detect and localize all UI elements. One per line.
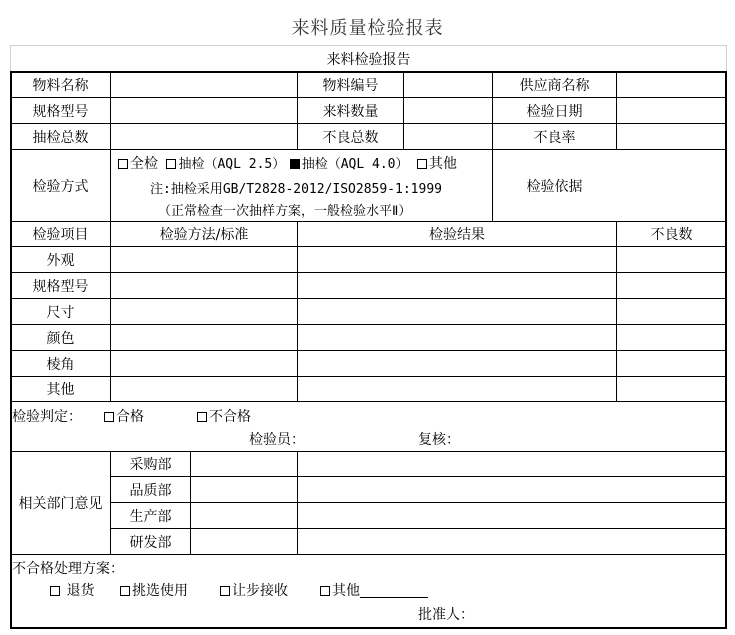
checkbox-icon xyxy=(320,586,330,596)
page-title: 来料质量检验报表 xyxy=(291,18,444,39)
dept-production: 生产部 xyxy=(129,508,172,525)
dept-quality: 品质部 xyxy=(129,482,172,499)
dept-rnd: 研发部 xyxy=(129,534,172,551)
item-other: 其他 xyxy=(46,382,75,398)
item-dimension: 尺寸 xyxy=(46,304,75,321)
checkbox-icon xyxy=(197,412,207,422)
item-color: 颜色 xyxy=(46,330,75,347)
incoming-qty-label: 来料数量 xyxy=(322,103,379,120)
items-header-result: 检验结果 xyxy=(429,227,485,243)
inspection-date-field[interactable] xyxy=(617,98,726,123)
material-name-field[interactable] xyxy=(111,72,297,97)
inspector-label: 检验员： xyxy=(249,432,305,448)
material-code-label: 物料编号 xyxy=(322,77,379,94)
judgement-pass[interactable]: 合格 xyxy=(104,406,144,426)
material-code-field[interactable] xyxy=(404,72,492,97)
checkbox-checked-icon xyxy=(290,159,300,169)
method-option-aql25[interactable]: 抽检（AQL 2.5） xyxy=(166,156,285,172)
checkbox-icon xyxy=(417,159,427,169)
disposal-concession[interactable]: 让步接收 xyxy=(220,580,288,600)
departments-label: 相关部门意见 xyxy=(18,496,103,512)
disposal-return[interactable]: 退货 xyxy=(50,580,94,600)
disposal-select-use[interactable]: 挑选使用 xyxy=(120,580,188,600)
supplier-name-label: 供应商名称 xyxy=(519,77,590,94)
inspection-basis-field[interactable] xyxy=(617,150,726,221)
checkbox-icon xyxy=(166,159,176,169)
sample-total-field[interactable] xyxy=(111,124,297,149)
checkbox-icon xyxy=(220,586,230,596)
approver-label: 批准人： xyxy=(418,607,474,623)
sample-total-label: 抽检总数 xyxy=(32,129,89,146)
disposal-other[interactable]: 其他 xyxy=(320,580,428,600)
method-options xyxy=(118,153,457,173)
item-edges: 棱角 xyxy=(46,356,75,373)
checkbox-icon xyxy=(118,159,128,169)
defect-rate-field[interactable] xyxy=(617,124,726,149)
checkbox-icon xyxy=(120,586,130,596)
items-header-defects: 不良数 xyxy=(650,227,693,243)
judgement-label: 检验判定： xyxy=(12,409,82,425)
spec-model-label: 规格型号 xyxy=(32,103,89,120)
reviewer-label: 复核： xyxy=(418,432,460,448)
item-appearance: 外观 xyxy=(46,252,75,269)
spec-model-field[interactable] xyxy=(111,98,297,123)
defect-total-field[interactable] xyxy=(404,124,492,149)
checkbox-icon xyxy=(104,412,114,422)
disposal-label: 不合格处理方案： xyxy=(12,561,124,577)
other-blank-line[interactable] xyxy=(360,583,428,598)
inspection-method-label: 检验方式 xyxy=(32,178,89,195)
item-spec-model: 规格型号 xyxy=(32,278,89,295)
method-option-other[interactable]: 其他 xyxy=(417,156,457,172)
defect-rate-label: 不良率 xyxy=(533,129,576,146)
grid-line xyxy=(10,45,727,46)
items-header-item: 检验项目 xyxy=(32,227,89,243)
judgement-fail[interactable]: 不合格 xyxy=(197,406,251,426)
inspection-basis-label: 检验依据 xyxy=(526,178,583,195)
method-note-standard: 注:抽检采用GB/T2828-2012/ISO2859-1:1999 xyxy=(150,182,442,197)
method-option-aql40[interactable]: 抽检（AQL 4.0） xyxy=(290,156,409,172)
method-option-full[interactable]: 全检 xyxy=(118,156,158,172)
method-note-plan: （正常检查一次抽样方案，一般检验水平Ⅱ） xyxy=(158,204,412,219)
material-name-label: 物料名称 xyxy=(32,77,89,94)
dept-purchasing: 采购部 xyxy=(129,457,172,473)
checkbox-icon xyxy=(50,586,60,596)
supplier-name-field[interactable] xyxy=(617,72,726,97)
report-subtitle: 来料检验报告 xyxy=(326,52,411,68)
inspection-date-label: 检验日期 xyxy=(526,103,583,120)
incoming-qty-field[interactable] xyxy=(404,98,492,123)
defect-total-label: 不良总数 xyxy=(322,129,379,146)
items-header-method: 检验方法/标准 xyxy=(159,227,249,243)
